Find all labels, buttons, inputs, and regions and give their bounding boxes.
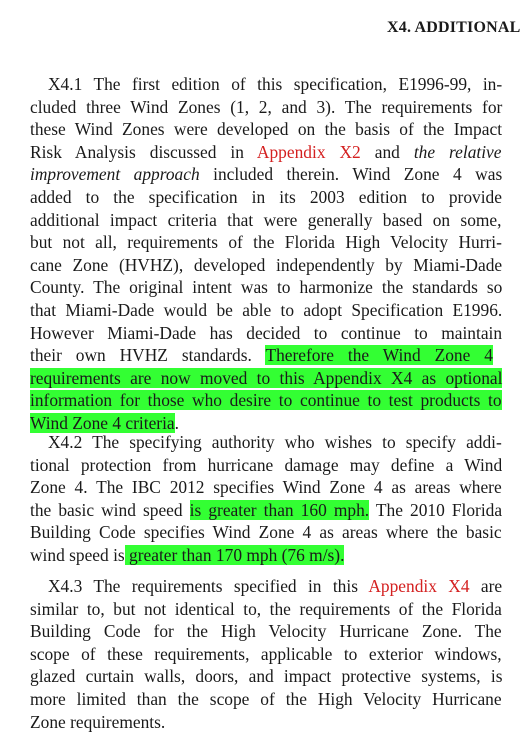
text-span: similar to, but not identical to, the requirements of the Florida	[30, 598, 502, 619]
text-span: Risk Analysis discussed in	[30, 141, 257, 162]
text-span: Zone requirements.	[30, 711, 166, 732]
text-line	[30, 300, 502, 320]
text-line	[30, 390, 502, 410]
text-line	[30, 232, 502, 252]
text-line	[30, 277, 502, 297]
italic-text: the relative	[413, 141, 502, 162]
text-span: County. The original intent was to harmonize the standards so	[30, 277, 503, 298]
text-line	[30, 187, 502, 207]
italic-text: improvement approach	[30, 164, 200, 185]
text-line	[30, 522, 502, 542]
text-span: However Miami-Dade has decided to continue to maintain	[30, 322, 503, 343]
text-line	[30, 210, 502, 230]
text-span: tional protection from hurricane damage may define a Wind	[30, 454, 503, 475]
text-line	[30, 644, 502, 664]
text-line	[30, 455, 502, 475]
text-line	[30, 255, 502, 275]
text-line	[30, 413, 179, 433]
text-line	[30, 689, 502, 709]
text-span: X4.1 The first edition of this specification, E1996-99, in-	[48, 74, 503, 94]
highlighted-text: is greater than 160 mph.	[189, 499, 370, 520]
text-line	[30, 500, 502, 520]
section-header: X4. ADDITIONAL	[387, 19, 521, 36]
appendix-link[interactable]: Appendix X2	[256, 141, 361, 162]
text-span: cane Zone (HVHZ), developed independently by Miami-Dade	[30, 254, 503, 275]
text-span: glazed curtain walls, doors, and impact protective systems, is	[30, 666, 503, 687]
text-span: their own HVHZ standards.	[30, 345, 266, 366]
text-span: the basic wind speed	[30, 499, 190, 520]
text-line	[48, 576, 502, 596]
text-span: added to the specification in its 2003 edition to provide	[30, 187, 502, 207]
text-line	[30, 97, 502, 117]
text-line	[30, 712, 165, 732]
text-span: that Miami-Dade would be able to adopt Specification E1996.	[30, 300, 503, 320]
text-line	[30, 119, 502, 139]
text-span: more limited than the scope of the High Velocity Hurricane	[30, 689, 502, 709]
text-span: .	[174, 413, 180, 433]
text-line	[30, 545, 344, 565]
text-line	[48, 432, 502, 452]
text-span: X4.2 The specifying authority who wishes to specify addi-	[48, 432, 502, 452]
text-line	[30, 666, 502, 686]
text-span: Building Code specifies Wind Zone 4 as areas where the basic	[30, 522, 502, 543]
text-span: The 2010 Florida	[369, 499, 503, 520]
text-line	[30, 142, 502, 162]
text-span: additional impact criteria that were generally based on some,	[30, 209, 502, 230]
text-line	[30, 477, 502, 497]
text-line	[30, 345, 493, 365]
text-line	[30, 323, 502, 343]
highlighted-text: Wind Zone 4 criteria	[30, 413, 175, 433]
highlighted-text: Therefore the Wind Zone 4	[265, 345, 493, 366]
text-span: Zone 4. The IBC 2012 specifies Wind Zone 4 as areas where	[30, 477, 502, 498]
text-span: included therein. Wind Zone 4 was	[199, 164, 503, 185]
highlighted-text: information for those who desire to continue to test products to	[30, 390, 502, 411]
text-line	[30, 599, 502, 619]
text-line	[30, 164, 502, 184]
text-line	[48, 74, 502, 94]
text-span: wind speed is	[30, 545, 125, 565]
text-line	[30, 368, 502, 388]
text-span: but not all, requirements of the Florida High Velocity Hurri-	[30, 232, 502, 253]
text-span: and	[360, 141, 414, 162]
text-line	[30, 621, 502, 641]
text-span: cluded three Wind Zones (1, 2, and 3). The requirements for	[30, 96, 503, 117]
text-span: scope of these requirements, applicable to exterior windows,	[30, 643, 502, 664]
text-span: Building Code for the High Velocity Hurricane Zone. The	[30, 621, 502, 642]
text-span: are	[469, 576, 503, 596]
highlighted-text: greater than 170 mph (76 m/s).	[124, 545, 345, 565]
text-span: X4.3 The requirements specified in this	[48, 576, 369, 596]
appendix-link[interactable]: Appendix X4	[368, 576, 470, 596]
highlighted-text: requirements are now moved to this Appendix X4 as optional	[30, 367, 503, 388]
text-span: these Wind Zones were developed on the basis of the Impact	[30, 119, 503, 140]
